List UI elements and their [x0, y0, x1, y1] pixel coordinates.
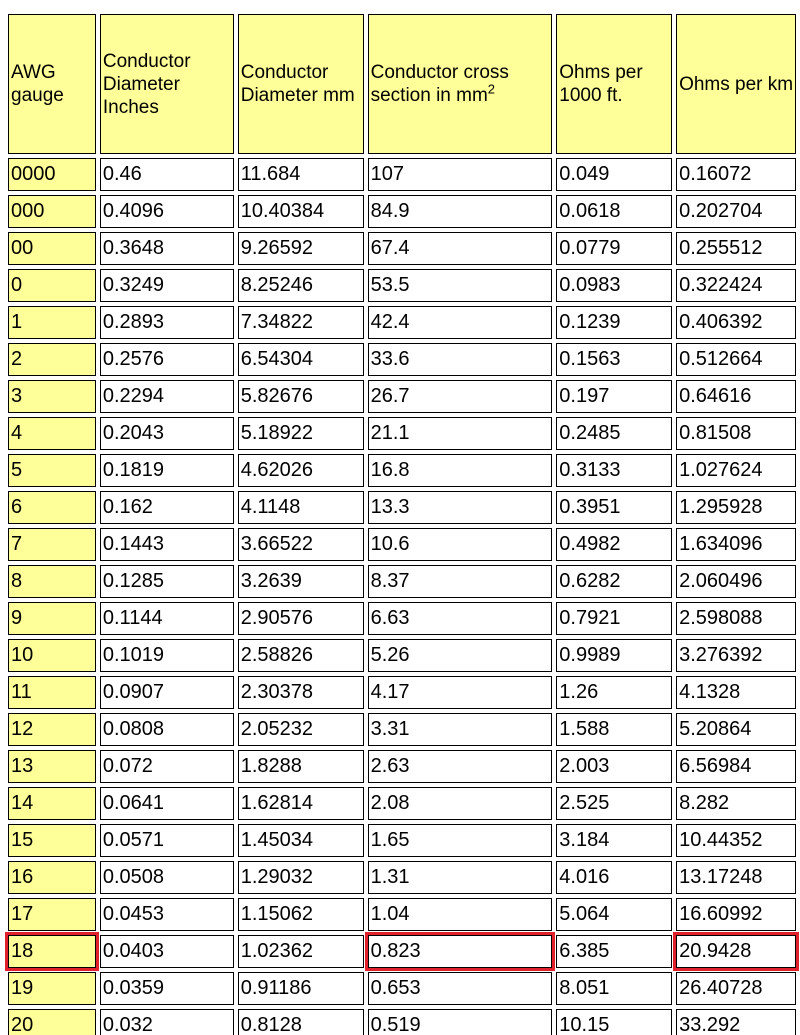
- table-row: [8, 343, 796, 376]
- cell-diameter-inches: 0.4096: [100, 195, 234, 228]
- table-row: [8, 824, 796, 857]
- table-row: [8, 158, 796, 191]
- cell-diameter-mm: 2.30378: [238, 676, 364, 709]
- cell-ohms-per-km: 8.282: [676, 787, 796, 820]
- table-row: [8, 713, 796, 746]
- cell-ohms-per-km: 0.406392: [676, 306, 796, 339]
- cell-gauge: 00: [8, 232, 96, 265]
- cell-diameter-inches: 0.2294: [100, 380, 234, 413]
- cell-ohms-per-1000ft: 2.525: [556, 787, 672, 820]
- cell-ohms-per-km: 2.598088: [676, 602, 796, 635]
- cell-cross-section: 10.6: [368, 528, 553, 561]
- cell-ohms-per-1000ft: 0.1239: [556, 306, 672, 339]
- cell-ohms-per-1000ft: 0.197: [556, 380, 672, 413]
- cell-diameter-mm: 2.05232: [238, 713, 364, 746]
- table-row: [8, 269, 796, 302]
- cell-ohms-per-km: 1.027624: [676, 454, 796, 487]
- table-row: [8, 306, 796, 339]
- cell-gauge: 3: [8, 380, 96, 413]
- cell-ohms-per-km: 1.634096: [676, 528, 796, 561]
- cell-ohms-per-km: 0.202704: [676, 195, 796, 228]
- cell-diameter-inches: 0.2576: [100, 343, 234, 376]
- cell-diameter-inches: 0.072: [100, 750, 234, 783]
- cell-ohms-per-km: 5.20864: [676, 713, 796, 746]
- cell-diameter-inches: 0.0453: [100, 898, 234, 931]
- cell-ohms-per-km: 0.255512: [676, 232, 796, 265]
- cell-ohms-per-km: 0.512664: [676, 343, 796, 376]
- cell-ohms-per-1000ft: 0.4982: [556, 528, 672, 561]
- cell-ohms-per-1000ft: 0.0618: [556, 195, 672, 228]
- cell-diameter-inches: 0.0641: [100, 787, 234, 820]
- cell-diameter-mm: 3.66522: [238, 528, 364, 561]
- table-row: [8, 417, 796, 450]
- cell-diameter-inches: 0.3249: [100, 269, 234, 302]
- cell-gauge: 19: [8, 972, 96, 1005]
- cell-cross-section: 0.823: [368, 935, 553, 968]
- cell-gauge: 7: [8, 528, 96, 561]
- cell-diameter-inches: 0.46: [100, 158, 234, 191]
- cell-cross-section: 16.8: [368, 454, 553, 487]
- cell-ohms-per-1000ft: 0.049: [556, 158, 672, 191]
- cell-ohms-per-km: 0.64616: [676, 380, 796, 413]
- cell-gauge: 1: [8, 306, 96, 339]
- cell-ohms-per-1000ft: 2.003: [556, 750, 672, 783]
- table-row: [8, 1009, 796, 1035]
- cell-diameter-mm: 4.1148: [238, 491, 364, 524]
- table-row: [8, 787, 796, 820]
- cell-gauge: 0: [8, 269, 96, 302]
- table-row: [8, 750, 796, 783]
- header-superscript: 2: [487, 81, 496, 97]
- cell-ohms-per-1000ft: 8.051: [556, 972, 672, 1005]
- cell-diameter-inches: 0.2043: [100, 417, 234, 450]
- cell-ohms-per-km: 4.1328: [676, 676, 796, 709]
- cell-diameter-inches: 0.1819: [100, 454, 234, 487]
- cell-ohms-per-km: 6.56984: [676, 750, 796, 783]
- cell-gauge: 15: [8, 824, 96, 857]
- cell-diameter-inches: 0.1443: [100, 528, 234, 561]
- cell-gauge: 0000: [8, 158, 96, 191]
- cell-gauge: 12: [8, 713, 96, 746]
- cell-cross-section: 33.6: [368, 343, 553, 376]
- cell-diameter-inches: 0.0808: [100, 713, 234, 746]
- cell-cross-section: 84.9: [368, 195, 553, 228]
- table-row: [8, 565, 796, 598]
- cell-ohms-per-km: 20.9428: [676, 935, 796, 968]
- cell-gauge: 6: [8, 491, 96, 524]
- table-row: [8, 861, 796, 894]
- header-diameter-mm: Conductor Diameter mm: [238, 14, 364, 154]
- cell-diameter-mm: 1.29032: [238, 861, 364, 894]
- cell-cross-section: 1.31: [368, 861, 553, 894]
- cell-cross-section: 5.26: [368, 639, 553, 672]
- table-row: [8, 491, 796, 524]
- cell-diameter-inches: 0.0907: [100, 676, 234, 709]
- cell-gauge: 2: [8, 343, 96, 376]
- table-row: [8, 676, 796, 709]
- cell-diameter-inches: 0.032: [100, 1009, 234, 1035]
- cell-ohms-per-1000ft: 0.0779: [556, 232, 672, 265]
- cell-diameter-mm: 0.8128: [238, 1009, 364, 1035]
- header-ohms-per-km: Ohms per km: [676, 14, 796, 154]
- cell-diameter-mm: 1.8288: [238, 750, 364, 783]
- cell-gauge: 14: [8, 787, 96, 820]
- cell-ohms-per-km: 0.16072: [676, 158, 796, 191]
- cell-ohms-per-1000ft: 10.15: [556, 1009, 672, 1035]
- cell-cross-section: 13.3: [368, 491, 553, 524]
- table-row: [8, 602, 796, 635]
- table-body: [8, 158, 796, 1035]
- cell-ohms-per-1000ft: 3.184: [556, 824, 672, 857]
- cell-cross-section: 2.63: [368, 750, 553, 783]
- cell-diameter-inches: 0.2893: [100, 306, 234, 339]
- cell-diameter-mm: 1.15062: [238, 898, 364, 931]
- header-ohms-per-1000ft: Ohms per 1000 ft.: [556, 14, 672, 154]
- cell-ohms-per-1000ft: 6.385: [556, 935, 672, 968]
- table-header-row: [8, 14, 796, 154]
- cell-ohms-per-km: 2.060496: [676, 565, 796, 598]
- cell-cross-section: 67.4: [368, 232, 553, 265]
- cell-ohms-per-km: 3.276392: [676, 639, 796, 672]
- cell-diameter-mm: 2.58826: [238, 639, 364, 672]
- cell-diameter-inches: 0.162: [100, 491, 234, 524]
- cell-ohms-per-km: 13.17248: [676, 861, 796, 894]
- cell-diameter-mm: 0.91186: [238, 972, 364, 1005]
- cell-ohms-per-km: 16.60992: [676, 898, 796, 931]
- cell-cross-section: 8.37: [368, 565, 553, 598]
- header-diameter-inches: Conductor Diameter Inches: [100, 14, 234, 154]
- header-cross-section: [368, 14, 553, 154]
- awg-wire-gauge-table: [4, 10, 800, 1035]
- cell-diameter-mm: 6.54304: [238, 343, 364, 376]
- cell-diameter-mm: 7.34822: [238, 306, 364, 339]
- cell-ohms-per-km: 10.44352: [676, 824, 796, 857]
- cell-ohms-per-1000ft: 0.3951: [556, 491, 672, 524]
- cell-cross-section: 2.08: [368, 787, 553, 820]
- cell-cross-section: 1.65: [368, 824, 553, 857]
- cell-gauge: 17: [8, 898, 96, 931]
- cell-diameter-inches: 0.0359: [100, 972, 234, 1005]
- table-row: [8, 195, 796, 228]
- table-row: [8, 935, 796, 968]
- cell-cross-section: 6.63: [368, 602, 553, 635]
- table-row: [8, 232, 796, 265]
- cell-gauge: 20: [8, 1009, 96, 1035]
- cell-cross-section: 3.31: [368, 713, 553, 746]
- header-cross-section-label: Conductor cross section in mm: [370, 62, 509, 106]
- table-row: [8, 380, 796, 413]
- cell-ohms-per-km: 0.81508: [676, 417, 796, 450]
- cell-cross-section: 42.4: [368, 306, 553, 339]
- cell-ohms-per-1000ft: 0.3133: [556, 454, 672, 487]
- cell-ohms-per-1000ft: 0.7921: [556, 602, 672, 635]
- cell-gauge: 000: [8, 195, 96, 228]
- cell-ohms-per-1000ft: 5.064: [556, 898, 672, 931]
- cell-ohms-per-km: 0.322424: [676, 269, 796, 302]
- cell-cross-section: 26.7: [368, 380, 553, 413]
- cell-diameter-mm: 1.62814: [238, 787, 364, 820]
- cell-diameter-mm: 2.90576: [238, 602, 364, 635]
- cell-diameter-mm: 8.25246: [238, 269, 364, 302]
- cell-ohms-per-1000ft: 0.9989: [556, 639, 672, 672]
- cell-diameter-mm: 9.26592: [238, 232, 364, 265]
- cell-diameter-mm: 5.82676: [238, 380, 364, 413]
- cell-gauge: 10: [8, 639, 96, 672]
- cell-ohms-per-1000ft: 1.588: [556, 713, 672, 746]
- cell-gauge: 18: [8, 935, 96, 968]
- cell-ohms-per-1000ft: 0.6282: [556, 565, 672, 598]
- cell-diameter-mm: 1.02362: [238, 935, 364, 968]
- cell-cross-section: 0.653: [368, 972, 553, 1005]
- cell-diameter-mm: 10.40384: [238, 195, 364, 228]
- cell-ohms-per-1000ft: 1.26: [556, 676, 672, 709]
- cell-cross-section: 0.519: [368, 1009, 553, 1035]
- cell-ohms-per-1000ft: 4.016: [556, 861, 672, 894]
- cell-ohms-per-km: 26.40728: [676, 972, 796, 1005]
- cell-diameter-inches: 0.1144: [100, 602, 234, 635]
- cell-gauge: 9: [8, 602, 96, 635]
- cell-diameter-inches: 0.0571: [100, 824, 234, 857]
- cell-diameter-mm: 4.62026: [238, 454, 364, 487]
- cell-diameter-mm: 5.18922: [238, 417, 364, 450]
- cell-cross-section: 21.1: [368, 417, 553, 450]
- table-row: [8, 898, 796, 931]
- cell-diameter-mm: 3.2639: [238, 565, 364, 598]
- cell-gauge: 13: [8, 750, 96, 783]
- cell-diameter-mm: 11.684: [238, 158, 364, 191]
- table-row: [8, 639, 796, 672]
- cell-diameter-mm: 1.45034: [238, 824, 364, 857]
- cell-ohms-per-1000ft: 0.2485: [556, 417, 672, 450]
- cell-cross-section: 1.04: [368, 898, 553, 931]
- cell-gauge: 16: [8, 861, 96, 894]
- cell-ohms-per-km: 33.292: [676, 1009, 796, 1035]
- table-row: [8, 528, 796, 561]
- header-awg-gauge: AWG gauge: [8, 14, 96, 154]
- cell-cross-section: 53.5: [368, 269, 553, 302]
- cell-diameter-inches: 0.1285: [100, 565, 234, 598]
- cell-gauge: 11: [8, 676, 96, 709]
- cell-ohms-per-1000ft: 0.0983: [556, 269, 672, 302]
- cell-diameter-inches: 0.1019: [100, 639, 234, 672]
- cell-diameter-inches: 0.0403: [100, 935, 234, 968]
- cell-gauge: 5: [8, 454, 96, 487]
- table-row: [8, 454, 796, 487]
- cell-gauge: 4: [8, 417, 96, 450]
- cell-gauge: 8: [8, 565, 96, 598]
- cell-diameter-inches: 0.0508: [100, 861, 234, 894]
- cell-ohms-per-km: 1.295928: [676, 491, 796, 524]
- table-row: [8, 972, 796, 1005]
- cell-ohms-per-1000ft: 0.1563: [556, 343, 672, 376]
- cell-cross-section: 4.17: [368, 676, 553, 709]
- cell-diameter-inches: 0.3648: [100, 232, 234, 265]
- cell-cross-section: 107: [368, 158, 553, 191]
